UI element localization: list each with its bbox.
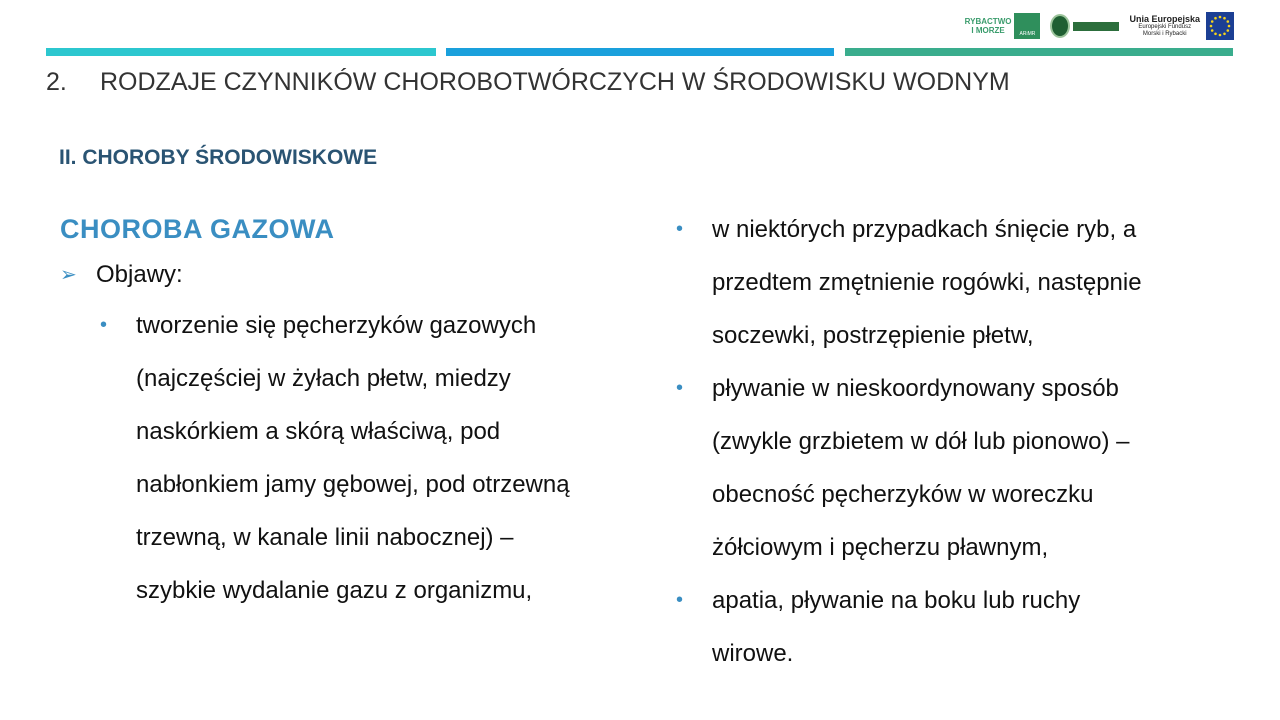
list-item: [676, 203, 1232, 256]
bullet-line: obecność pęcherzyków w woreczku: [712, 481, 1094, 508]
header-rule-teal: [46, 48, 436, 56]
list-item-continuation: [712, 415, 1232, 468]
eu-logo: [1129, 12, 1234, 40]
list-item-continuation: [136, 511, 640, 564]
program-bar: [1073, 22, 1119, 31]
symptoms-label-text: Objawy:: [96, 261, 183, 288]
heading-text: RODZAJE CZYNNIKÓW CHOROBOTWÓRCZYCH W ŚRODOWISKU WODNYM: [100, 68, 1010, 96]
eu-logo-title: Unia Europejska: [1129, 14, 1200, 24]
list-item-continuation: [712, 521, 1232, 574]
bullet-dot-icon: •: [676, 377, 684, 399]
header-rule-blue: [446, 48, 834, 56]
heading-number: 2.: [46, 68, 67, 96]
bullet-dot-icon: •: [676, 218, 684, 240]
list-item-continuation: [712, 256, 1232, 309]
right-column: [676, 203, 1232, 680]
list-item-continuation: [712, 627, 1232, 680]
bullet-line: żółciowym i pęcherzu pławnym,: [712, 534, 1049, 561]
right-bullet-list: [676, 203, 1232, 680]
list-item: [100, 299, 640, 352]
header-rule-green: [845, 48, 1233, 56]
left-bullet-list: [100, 299, 640, 617]
bullet-line: soczewki, postrzępienie płetw,: [712, 322, 1034, 349]
list-item-continuation: [712, 309, 1232, 362]
bullet-line: nabłonkiem jamy gębowej, pod otrzewną: [136, 471, 570, 498]
slide-heading: [46, 68, 1010, 97]
arimr-logo: [1014, 13, 1040, 39]
bullet-line: trzewną, w kanale linii nabocznej) –: [136, 524, 514, 551]
list-item: [676, 574, 1232, 627]
arimr-logo-text: ARiMR: [1019, 31, 1036, 37]
eu-logo-subtitle-1: Europejski Fundusz: [1138, 24, 1192, 30]
arrow-bullet-icon: ➢: [60, 264, 77, 286]
list-item-continuation: [712, 468, 1232, 521]
rybactwo-logo: [965, 13, 1041, 39]
bullet-dot-icon: •: [676, 589, 684, 611]
list-item: [676, 362, 1232, 415]
symptoms-label: [60, 260, 640, 290]
eu-logo-subtitle-2: Morski i Rybacki: [1142, 31, 1187, 37]
bullet-line: (zwykle grzbietem w dół lub pionowo) –: [712, 428, 1130, 455]
bullet-line: szybkie wydalanie gazu z organizmu,: [136, 577, 533, 604]
bullet-line: wirowe.: [712, 640, 794, 667]
bullet-line: (najczęściej w żyłach płetw, miedzy: [136, 365, 511, 392]
bullet-line: w niektórych przypadkach śnięcie ryb, a: [712, 216, 1137, 243]
list-item-continuation: [136, 405, 640, 458]
program-emblem-icon: [1050, 14, 1070, 38]
logo-strip: [965, 8, 1234, 44]
bullet-line: tworzenie się pęcherzyków gazowych: [136, 312, 537, 339]
bullet-line: pływanie w nieskoordynowany sposób: [712, 375, 1119, 402]
list-item-continuation: [136, 564, 640, 617]
eu-flag-icon: [1206, 12, 1234, 40]
rybactwo-logo-line-2: I MORZE: [971, 26, 1005, 35]
bullet-dot-icon: •: [100, 314, 108, 336]
rybactwo-logo-line-1: RYBACTWO: [964, 17, 1012, 26]
bullet-line: naskórkiem a skórą właściwą, pod: [136, 418, 501, 445]
bullet-line: apatia, pływanie na boku lub ruchy: [712, 587, 1081, 614]
left-column: [60, 210, 640, 617]
program-logo: [1050, 14, 1119, 38]
list-item-continuation: [136, 352, 640, 405]
section-subheading: II. CHOROBY ŚRODOWISKOWE: [59, 146, 378, 169]
list-item-continuation: [136, 458, 640, 511]
bullet-line: przedtem zmętnienie rogówki, następnie: [712, 269, 1142, 296]
disease-title: CHOROBA GAZOWA: [60, 214, 335, 244]
